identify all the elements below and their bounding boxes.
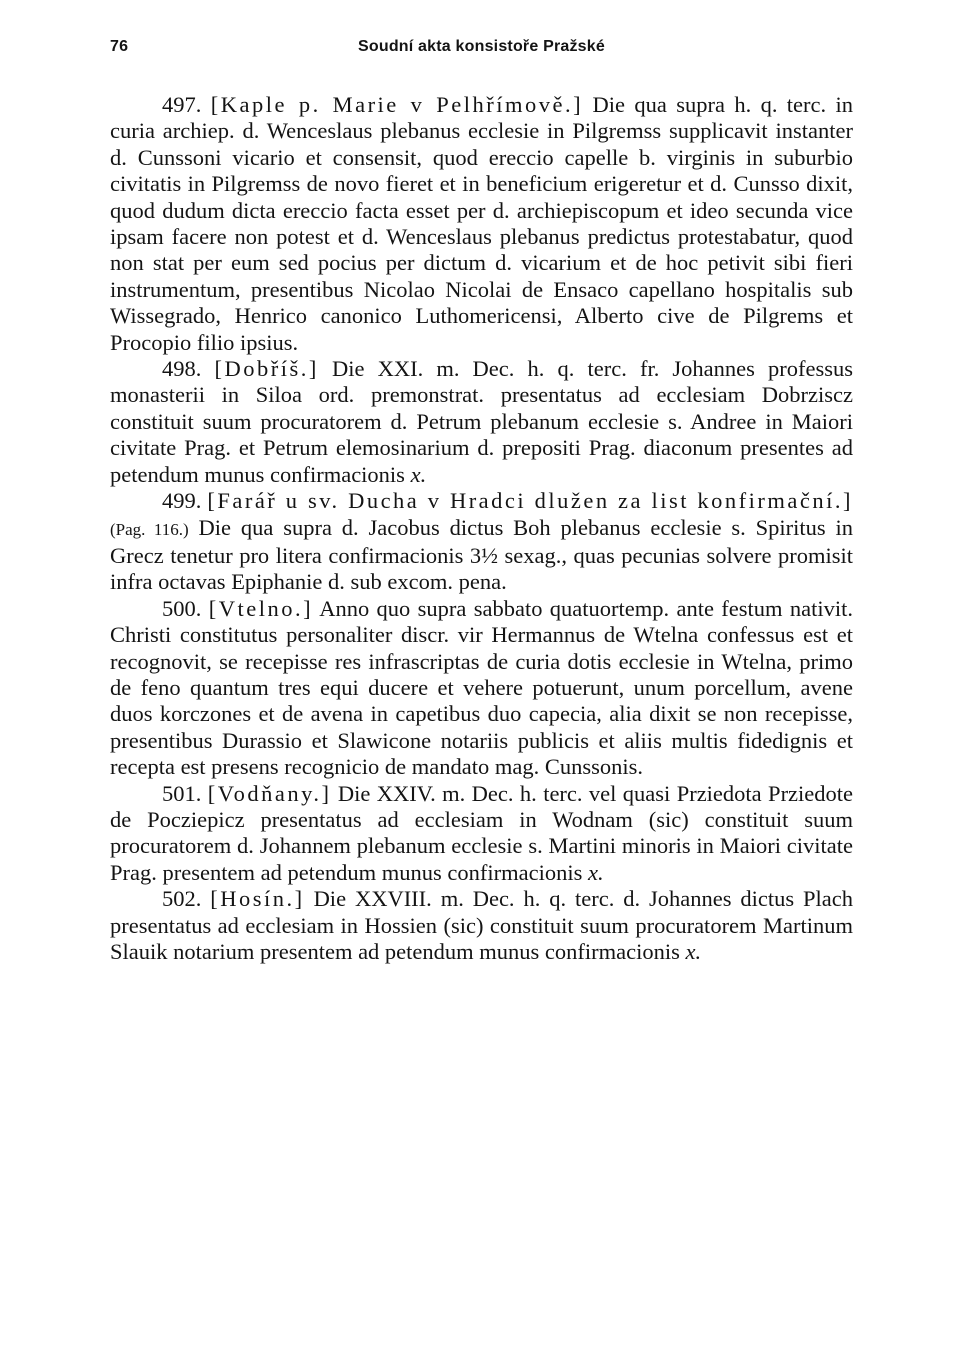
entry-end-mark: x. — [588, 859, 604, 885]
entry-number: 498. — [162, 356, 202, 382]
page-number: 76 — [110, 38, 129, 55]
entry-499 — [110, 488, 853, 596]
entry-place-heading: [Farář u sv. Ducha v Hradci dlužen za list konfirmační.] — [207, 488, 854, 514]
entry-place-heading: [Dobříš.] — [214, 356, 319, 382]
page-reference: (Pag. 116.) — [110, 519, 189, 539]
entry-number: 500. — [162, 595, 202, 621]
entry-text: Die qua supra d. Jacobus dictus Boh plebanus ecclesie s. Spiritus in Grecz tenetur pro litera confirmacionis 3½ sexag., quas pecunias solvere promisit infra octavas Epiphanie d. sub excom. pena. — [110, 514, 853, 595]
entry-text: Die qua supra h. q. terc. in curia archiep. d. Wenceslaus plebanus ecclesie in Pilgremss supplicavit instanter d. Cunssoni vicario et consensit, quod ereccio capelle b. virginis in suburbio civitatis in Pilgremss de novo fieret et in beneficium erigeretur et d. Cunsso dixit, quod dudum dicta ereccio facta esset per d. archiepiscopum et ideo secunda vice ipsam facere non potest et d. Wenceslaus plebanus predictus protestabatur, quod non stat per eum sed pocius per dictum d. vicarium et de hoc petivit sibi fieri instrumentum, presentibus Nicolao Nicolai de Ensaco capellano hospitalis sub Wissegrado, Henrico canonico Luthomericensi, Alberto cive de Pilgrems et Procopio filio ipsius. — [110, 92, 854, 355]
entry-place-heading: [Vodňany.] — [207, 780, 332, 806]
entry-498 — [110, 356, 853, 488]
entry-text: Die XXVIII. m. Dec. h. q. terc. d. Johannes dictus Plach presentatus ad ecclesiam in Hossien (sic) constituit suum procuratorem Martinum Slauik notarium presentem ad petendum munus confirmacionis — [110, 886, 854, 964]
entry-end-mark: x. — [410, 461, 427, 487]
entry-501 — [110, 781, 853, 887]
entry-text: Anno quo supra sabbato quatuortemp. ante festum nativit. Christi constitutus personaliter discr. vir Hermannus de Wtelna confessus est et recognovit, se recepisse res infrascriptas de curia dotis ecclesie in Wtelna, primo de feno quantum tres equi ducere et vehere potuerunt, unum porcellum, avene duos korczones et de avena in capetibus duo capecia, alia dixit se non recepisse, presentibus Durassio et Slawicone notariis publicis et aliis multis fidedignis et recepta est presens recognicio de mandato mag. Cunssonis. — [110, 595, 854, 780]
entry-text: Die XXIV. m. Dec. h. terc. vel quasi Prziedota Prziedote de Pocziepicz presentatus ad ecclesiam in Wodnam (sic) constituit suum procuratorem d. Johannem plebanum ecclesie s. Martini minoris in Maiori civitate Prag. presentem ad petendum munus confirmacionis — [110, 780, 854, 885]
running-head — [110, 38, 853, 64]
entry-500 — [110, 596, 853, 781]
entry-end-mark: x. — [685, 939, 702, 964]
entry-502 — [110, 886, 853, 965]
entry-497 — [110, 92, 853, 356]
entry-place-heading: [Vtelno.] — [208, 595, 314, 621]
body-text — [110, 92, 853, 965]
entry-place-heading: [Hosín.] — [210, 886, 305, 912]
running-title: Soudní akta konsistoře Pražské — [358, 38, 605, 55]
entry-number: 502. — [162, 886, 202, 912]
entry-number: 497. — [162, 92, 202, 117]
entry-number: 501. — [162, 780, 202, 806]
entry-text: Die XXI. m. Dec. h. q. terc. fr. Johannes professus monasterii in Siloa ord. premonstrat. presentatus ad ecclesiam Dobrziscz constituit suum procuratorem d. Petrum plebanum ecclesie s. Andree in Maiori civitate Prag. et Petrum elemosinarium d. prepositi Prag. diaconum presentes ad petendum munus confirmacionis — [110, 356, 854, 487]
entry-number: 499. — [162, 488, 202, 514]
entry-place-heading: [Kaple p. Marie v Pelhřímově.] — [210, 92, 584, 117]
